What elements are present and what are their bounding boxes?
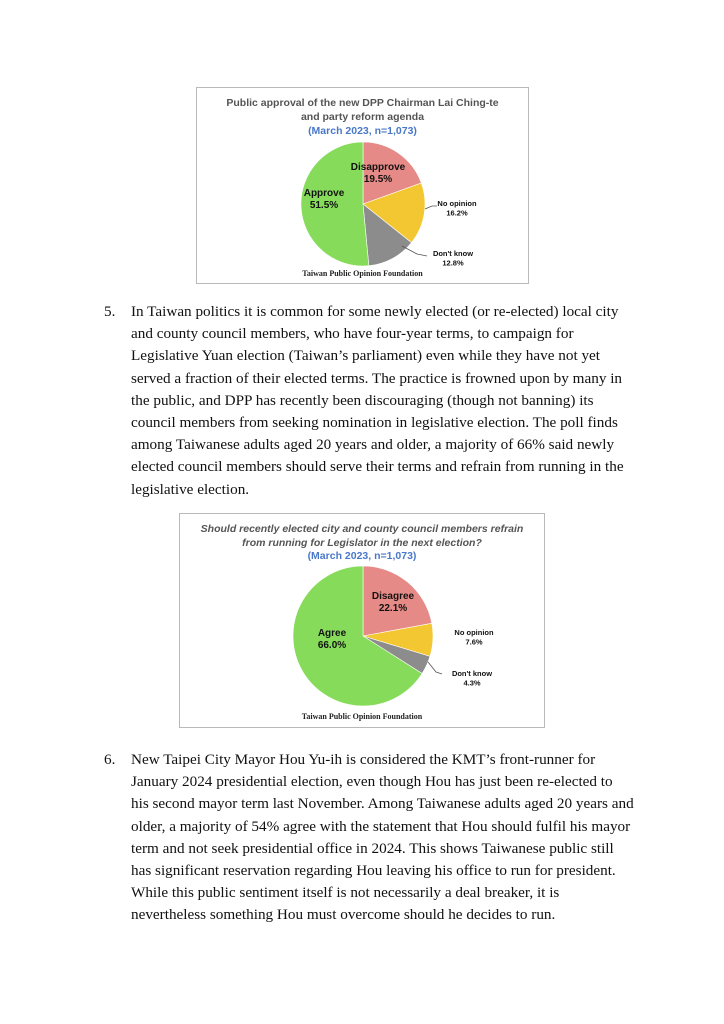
slice-value-label: 7.6% — [465, 637, 483, 647]
council-members-chart-figure — [179, 513, 545, 728]
text-line: elected council members should serve their terms and refrain from running in the — [131, 458, 624, 476]
text-line: served a fraction of their elected terms. The practice is frowned upon by many in — [131, 369, 623, 387]
text-line: January 2024 presidential election, even though Hou has just been re-elected to — [131, 773, 613, 791]
text-line: New Taipei City Mayor Hou Yu-ih is considered the KMT’s front-runner for — [131, 751, 596, 768]
slice-value-label: 12.8% — [442, 258, 464, 268]
chart-title-line-2: from running for Legislator in the next election? — [242, 537, 482, 549]
text-line: and county council members, who have four-year terms, to campaign for — [131, 325, 574, 343]
slice-value-label: 51.5% — [309, 200, 339, 211]
slice-label: Approve — [303, 188, 345, 199]
text-line: his second mayor term last November. Among Taiwanese adults aged 20 years and — [131, 795, 634, 813]
text-line: among Taiwanese adults aged 20 years and older, a majority of 66% said newly — [131, 436, 615, 454]
slice-label: Don't know — [432, 249, 474, 258]
slice-value-label: 16.2% — [446, 208, 468, 218]
approval-chart-figure — [196, 87, 529, 284]
leader-line — [425, 206, 437, 209]
pie-chart — [197, 88, 528, 283]
chart-title-line-1: Should recently elected city and county council members refrain — [200, 523, 524, 535]
chart-title-line-1: Public approval of the new DPP Chairman Lai Ching-te — [226, 97, 499, 109]
slice-label: Disagree — [371, 591, 415, 602]
slice-label: No opinion — [437, 199, 477, 208]
paragraph-number: 5. — [104, 303, 116, 320]
chart-title-line-2: and party reform agenda — [300, 111, 425, 123]
pie-chart — [180, 514, 544, 727]
text-line: Legislative Yuan election (Taiwan’s parliament) even while they have not yet — [131, 347, 601, 365]
text-line: nevertheless something Hou must overcome should he decides to run. — [131, 906, 556, 924]
slice-value-label: 4.3% — [463, 678, 481, 688]
leader-line — [428, 662, 442, 674]
slice-label: Disapprove — [350, 162, 406, 173]
text-line: While this public sentiment itself is not necessarily a deal breaker, it is — [131, 884, 560, 902]
chart-subtitle: (March 2023, n=1,073) — [308, 125, 417, 137]
slice-label: Don't know — [451, 669, 493, 678]
chart-source: Taiwan Public Opinion Foundation — [302, 269, 423, 278]
text-line: older, a majority of 54% agree with the statement that Hou should fulfil his mayor — [131, 817, 631, 835]
paragraph-number: 6. — [104, 751, 116, 768]
slice-value-label: 66.0% — [317, 640, 347, 651]
text-line: legislative election. — [131, 480, 250, 498]
text-line: council members from seeking nomination in legislative election. The poll finds — [131, 414, 618, 432]
text-line: has significant reservation regarding Hou leaving his office to run for president. — [131, 862, 616, 880]
chart-source: Taiwan Public Opinion Foundation — [301, 712, 423, 721]
text-line: term and not seek presidential office in 2024. This shows Taiwanese public still — [131, 839, 614, 857]
chart-subtitle: (March 2023, n=1,073) — [307, 550, 417, 562]
slice-value-label: 22.1% — [378, 603, 408, 614]
text-line: the public, and DPP has recently been discouraging (though not banning) its — [131, 391, 594, 409]
text-line: In Taiwan politics it is common for some newly elected (or re-elected) local city — [131, 303, 619, 320]
slice-label: Agree — [317, 628, 347, 639]
slice-value-label: 19.5% — [363, 174, 393, 185]
slice-label: No opinion — [454, 628, 494, 637]
